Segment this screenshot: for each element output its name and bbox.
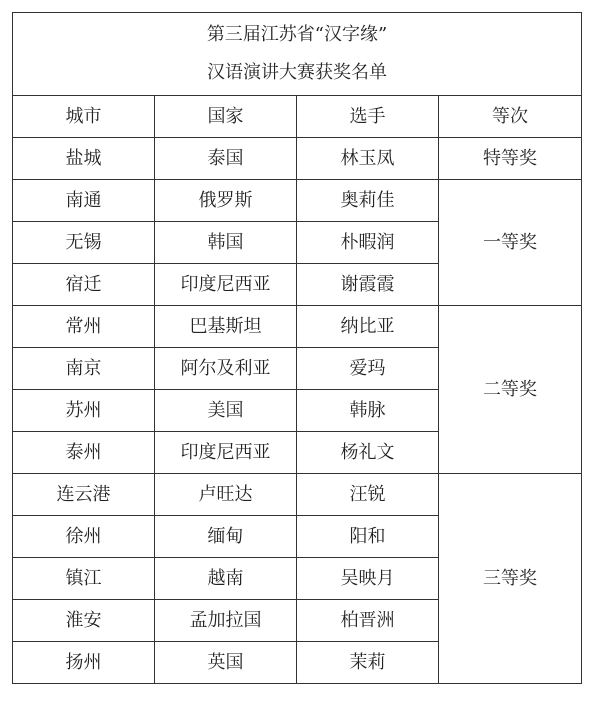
city-cell: 淮安 <box>13 600 155 642</box>
country-cell: 美国 <box>155 390 297 432</box>
country-cell: 巴基斯坦 <box>155 306 297 348</box>
rank-cell-first: 一等奖 <box>439 180 582 306</box>
country-cell: 孟加拉国 <box>155 600 297 642</box>
city-cell: 宿迁 <box>13 264 155 306</box>
table-row <box>13 306 582 348</box>
country-cell: 俄罗斯 <box>155 180 297 222</box>
country-cell: 越南 <box>155 558 297 600</box>
contestant-cell: 纳比亚 <box>297 306 439 348</box>
contestant-cell: 汪锐 <box>297 474 439 516</box>
country-cell: 泰国 <box>155 138 297 180</box>
contestant-cell: 茉莉 <box>297 642 439 684</box>
header-row <box>13 96 582 138</box>
country-cell: 阿尔及利亚 <box>155 348 297 390</box>
country-cell: 韩国 <box>155 222 297 264</box>
city-cell: 盐城 <box>13 138 155 180</box>
city-cell: 常州 <box>13 306 155 348</box>
city-cell: 镇江 <box>13 558 155 600</box>
city-cell: 扬州 <box>13 642 155 684</box>
city-cell: 徐州 <box>13 516 155 558</box>
city-cell: 南通 <box>13 180 155 222</box>
contestant-cell: 奥莉佳 <box>297 180 439 222</box>
country-cell: 印度尼西亚 <box>155 264 297 306</box>
table-row <box>13 180 582 222</box>
table-row <box>13 138 582 180</box>
city-cell: 苏州 <box>13 390 155 432</box>
contestant-cell: 杨礼文 <box>297 432 439 474</box>
city-cell: 连云港 <box>13 474 155 516</box>
award-table <box>12 12 582 684</box>
award-document <box>12 12 582 684</box>
city-cell: 南京 <box>13 348 155 390</box>
city-cell: 泰州 <box>13 432 155 474</box>
country-cell: 英国 <box>155 642 297 684</box>
contestant-cell: 朴暇润 <box>297 222 439 264</box>
country-cell: 印度尼西亚 <box>155 432 297 474</box>
title-row <box>13 13 582 96</box>
rank-cell-special: 特等奖 <box>439 138 582 180</box>
contestant-cell: 谢霞霞 <box>297 264 439 306</box>
contestant-cell: 柏晋洲 <box>297 600 439 642</box>
title-line-2: 汉语演讲大赛获奖名单 <box>207 62 388 83</box>
rank-cell-second: 二等奖 <box>439 306 582 474</box>
contestant-cell: 爱玛 <box>297 348 439 390</box>
contestant-cell: 吴映月 <box>297 558 439 600</box>
header-city: 城市 <box>13 96 155 138</box>
city-cell: 无锡 <box>13 222 155 264</box>
table-row <box>13 474 582 516</box>
table-title <box>13 13 582 96</box>
rank-cell-third: 三等奖 <box>439 474 582 684</box>
title-line-1: 第三届江苏省“汉字缘” <box>206 24 388 45</box>
country-cell: 缅甸 <box>155 516 297 558</box>
contestant-cell: 韩脉 <box>297 390 439 432</box>
header-country: 国家 <box>155 96 297 138</box>
header-rank: 等次 <box>439 96 582 138</box>
header-contestant: 选手 <box>297 96 439 138</box>
contestant-cell: 林玉凤 <box>297 138 439 180</box>
country-cell: 卢旺达 <box>155 474 297 516</box>
contestant-cell: 阳和 <box>297 516 439 558</box>
